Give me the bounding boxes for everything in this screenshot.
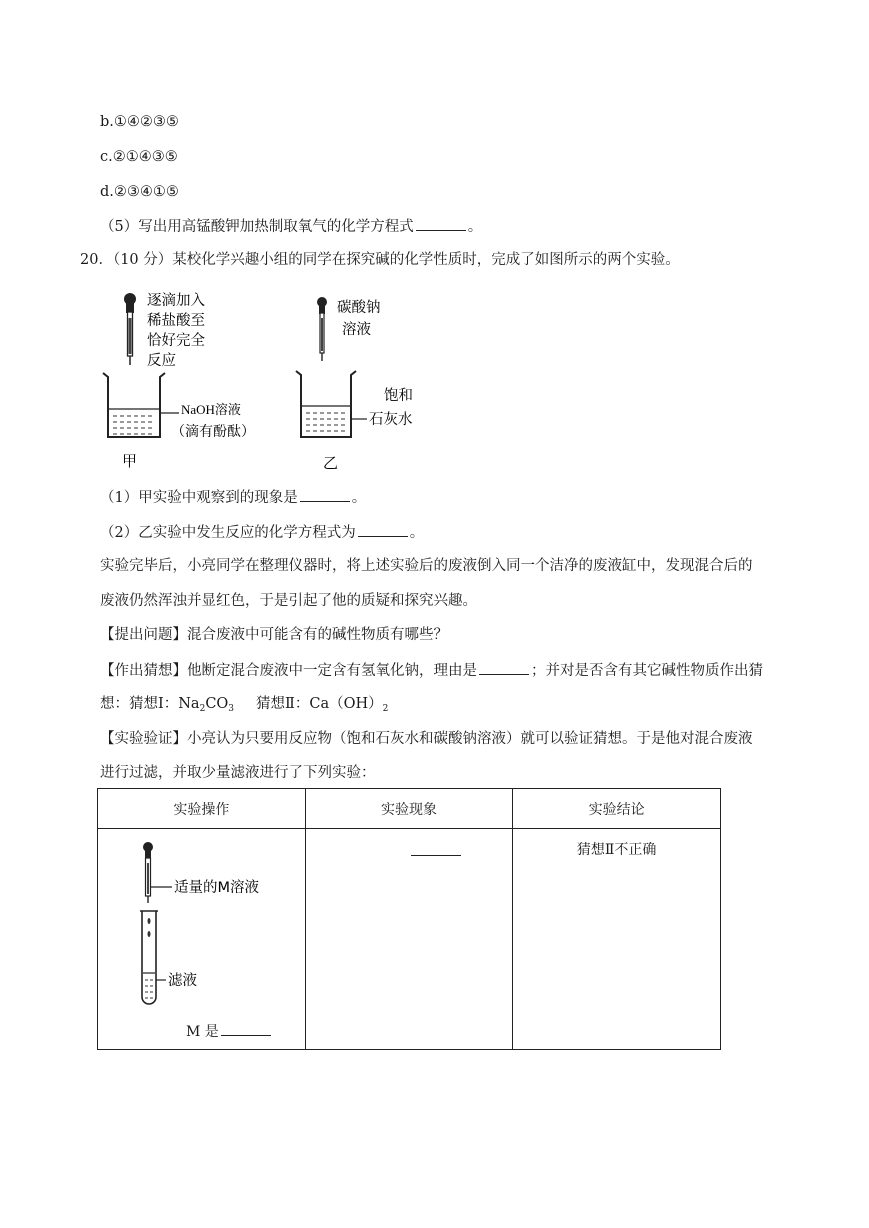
option-text: ②①④③⑤: [112, 149, 178, 165]
dropper-icon: [124, 293, 136, 365]
jia-beaker-label-2: （滴有酚酞）: [171, 424, 255, 440]
jia-dropper-label-1: 逐滴加入: [147, 293, 205, 309]
option-key: c.: [100, 149, 113, 165]
question-number: （5）: [100, 219, 139, 235]
paragraph-line-2: 废液仍然浑浊并显红色，于是引起了他的质疑和探究兴趣。: [100, 593, 477, 609]
table-row: [98, 829, 721, 1050]
answer-blank: [411, 841, 461, 856]
formula-sub: 2: [382, 704, 389, 714]
beaker-icon: [296, 371, 367, 437]
cell-operation: [98, 829, 306, 1050]
section-text: 他断定混合废液中一定含有氢氧化钠，理由是: [187, 663, 477, 679]
yi-dropper-label-2: 溶液: [342, 322, 371, 338]
yi-dropper-label-1: 碳酸钠: [337, 300, 381, 316]
jia-caption: 甲: [122, 452, 138, 470]
sub-question-text: （1）甲实验中观察到的现象是: [100, 490, 298, 506]
yi-beaker-label-2: 石灰水: [369, 412, 413, 428]
cell-phenomenon: [305, 829, 513, 1050]
yi-caption: 乙: [323, 454, 339, 472]
cell-conclusion: [513, 829, 721, 1050]
option-text: ②③④①⑤: [113, 184, 179, 200]
section-text: 小亮认为只要用反应物（饱和石灰水和碳酸钠溶液）就可以验证猜想。于是他对混合废液: [187, 731, 753, 747]
answer-blank: [479, 660, 529, 675]
test-tube-icon: [140, 911, 166, 1004]
header-phenomenon: 实验现象: [305, 789, 513, 829]
sub-question-end: 。: [351, 490, 367, 506]
header-conclusion: 实验结论: [513, 789, 721, 829]
formula-co: CO: [205, 696, 229, 712]
option-text: ①④②③⑤: [113, 114, 179, 130]
sub-question-text: （2）乙实验中发生反应的化学方程式为: [100, 525, 356, 541]
question-text: 写出用高锰酸钾加热制取氧气的化学方程式: [138, 219, 414, 235]
m-is-label: M 是: [186, 1024, 219, 1040]
answer-blank: [358, 522, 408, 537]
question-stem: 某校化学兴趣小组的同学在探究碱的化学性质时，完成了如图所示的两个实验。: [172, 252, 680, 268]
sub-question-1: [100, 487, 366, 508]
jia-dropper-label-3: 恰好完全: [147, 333, 205, 349]
section-tag: 【实验验证】: [100, 731, 187, 747]
m-answer: [186, 1021, 273, 1041]
option-c: [100, 147, 178, 167]
answer-blank: [221, 1021, 271, 1036]
experiment-table: [97, 788, 721, 1050]
hypothesis-2: 猜想Ⅱ：Ca（OH）: [256, 696, 383, 712]
question-20: [80, 250, 680, 270]
dropper-label: 适量的M溶液: [174, 880, 260, 896]
answer-blank: [416, 216, 466, 231]
hypothesis-prefix: 想：猜想Ⅰ：: [100, 696, 179, 712]
paragraph-line-1: 实验完毕后，小亮同学在整理仪器时，将上述实验后的废液倒入同一个洁净的废液缸中，发现混合后的: [100, 558, 753, 574]
answer-blank: [300, 487, 350, 502]
formula-sub: 2: [199, 704, 206, 714]
question-score: （10 分）: [112, 252, 173, 268]
option-d: [100, 182, 179, 202]
hypothesis-line-2: [100, 694, 388, 719]
dropper-icon: [143, 842, 172, 903]
ask-question: [100, 625, 448, 645]
table-header-row: [98, 789, 721, 829]
option-key: b.: [100, 114, 114, 130]
conclusion-text: 猜想Ⅱ不正确: [576, 842, 657, 858]
sub-question-end: 。: [409, 525, 425, 541]
experiment-figure: [95, 285, 455, 480]
jia-dropper-label-2: 稀盐酸至: [147, 313, 205, 329]
question-5: [100, 216, 482, 237]
sub-question-2: [100, 522, 424, 543]
verification-line-2: 进行过滤，并取少量滤液进行了下列实验：: [100, 765, 376, 781]
formula-na: Na: [178, 696, 200, 712]
dropper-icon: [317, 297, 327, 361]
section-tag: 【作出猜想】: [100, 663, 187, 679]
hypothesis: [100, 660, 763, 681]
verification: [100, 729, 753, 749]
section-tag: 【提出问题】: [100, 627, 187, 643]
jia-beaker-label-1: NaOH溶液: [181, 402, 241, 417]
formula-sub: 3: [228, 704, 235, 714]
question-end: 。: [467, 219, 483, 235]
question-number: 20．: [80, 252, 113, 268]
section-text: 混合废液中可能含有的碱性物质有哪些？: [187, 627, 448, 643]
jia-dropper-label-4: 反应: [147, 353, 176, 369]
beaker-icon: [103, 373, 179, 437]
tube-label: 滤液: [168, 973, 197, 989]
test-tube-figure: [128, 837, 288, 1012]
yi-beaker-label-1: 饱和: [384, 388, 413, 404]
option-b: [100, 112, 179, 132]
header-operation: 实验操作: [98, 789, 306, 829]
option-key: d.: [100, 184, 114, 200]
section-text: ；并对是否含有其它碱性物质作出猜: [531, 663, 763, 679]
